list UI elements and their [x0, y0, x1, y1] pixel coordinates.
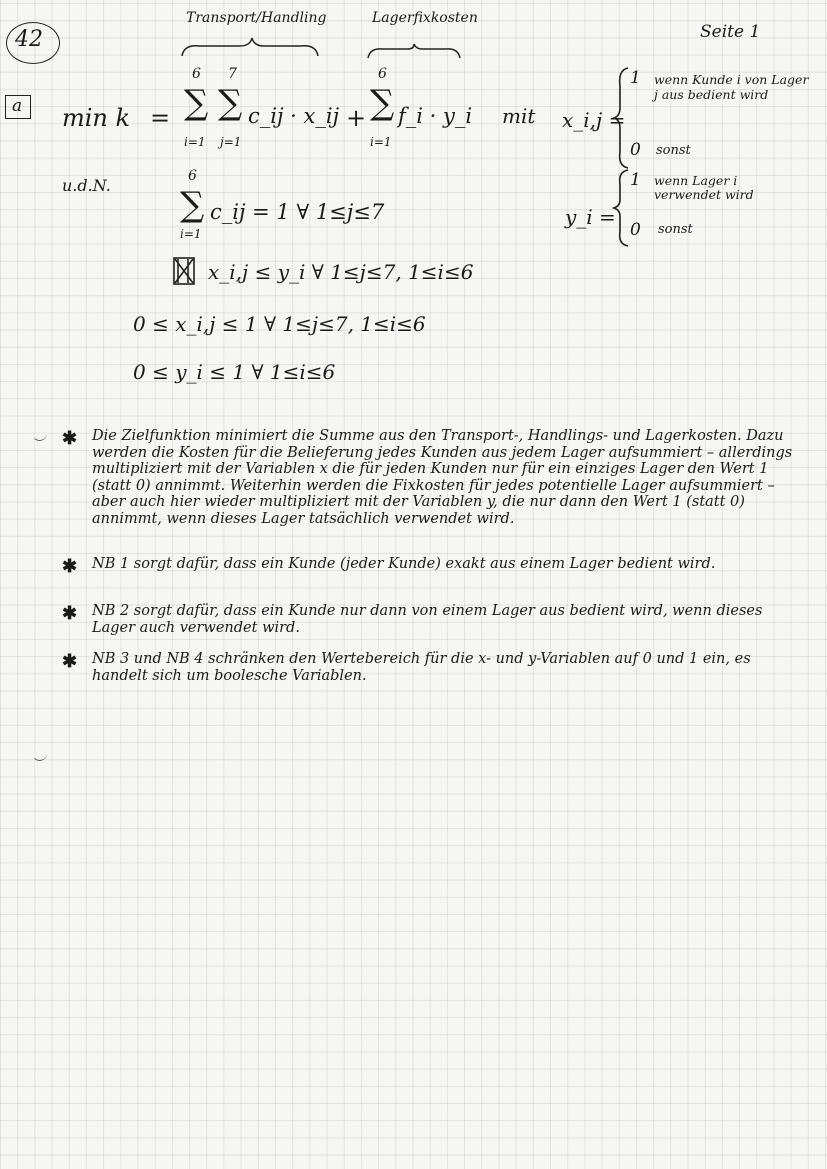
x-def-var: x_i,j =: [562, 108, 626, 132]
y-def-var: y_i =: [565, 205, 616, 229]
overbrace-transport: [180, 38, 320, 60]
y-def-case2-value: 0: [630, 220, 641, 240]
exercise-number: 42: [15, 27, 43, 52]
sum2-symbol: ∑: [218, 83, 243, 123]
bullet-2: ✱: [62, 556, 78, 577]
overbrace-lagerfix: [366, 44, 462, 62]
objective-lhs: min k: [62, 104, 131, 132]
bullet-4: ✱: [62, 651, 78, 672]
explanation-1: Die Zielfunktion minimiert die Summe aus den Transport-, Handlings- und Lagerkosten. Dazu werden die Kosten für die Belieferung jedes Kunden aus jedem Lager aufsummiert – allerdings multipliziert mit der Variablen x die für jeden Kunden nur für ein einziges Lager den Wert 1 (statt 0) annimmt. Weiterhin werden die Fixkosten für jedes potentielle Lager aufsummiert – aber auch hier wieder multipliziert mit der Variablen y, die nur dann den Wert 1 (statt 0) annimmt, wenn dieses Lager tatsächlich verwendet wird.: [92, 428, 793, 527]
sum3-upper: 6: [378, 66, 387, 82]
tick-mark-2: [32, 752, 47, 761]
c1-sum-symbol: ∑: [180, 185, 205, 225]
objective-mit: mit: [502, 104, 536, 128]
part-a-label: [5, 95, 31, 119]
x-def-case2-value: 0: [630, 140, 641, 160]
objective-term2: f_i · y_i: [398, 104, 473, 128]
explanation-4: NB 3 und NB 4 schränken den Wertebereich für die x- und y-Variablen auf 0 und 1 ein, es handelt sich um boolesche Variablen.: [92, 651, 751, 684]
objective-term1: c_ij · x_ij: [248, 104, 340, 128]
c1-sum-upper: 6: [188, 168, 197, 184]
page-label: Seite 1: [700, 22, 761, 42]
sum1-upper: 6: [192, 66, 201, 82]
part-a-letter: a: [12, 96, 23, 116]
brace-label-lagerfix: Lagerfixkosten: [372, 10, 478, 26]
x-def-brace: [612, 66, 632, 170]
c3-body: 0 ≤ x_i,j ≤ 1 ∀ 1≤j≤7, 1≤i≤6: [133, 312, 426, 336]
sum2-upper: 7: [228, 66, 237, 82]
brace-label-transport: Transport/Handling: [186, 10, 327, 26]
y-def-brace: [612, 168, 632, 248]
c4-body: 0 ≤ y_i ≤ 1 ∀ 1≤i≤6: [133, 360, 336, 384]
bullet-3: ✱: [62, 603, 78, 624]
c1-body: c_ij = 1 ∀ 1≤j≤7: [210, 200, 385, 224]
sum1-symbol: ∑: [184, 83, 209, 123]
c2-body: x_i,j ≤ y_i ∀ 1≤j≤7, 1≤i≤6: [208, 260, 474, 284]
x-def-case1-text: wenn Kunde i von Lager j aus bedient wird: [654, 72, 809, 102]
sum1-lower: i=1: [184, 135, 206, 149]
y-def-case2-text: sonst: [658, 222, 693, 237]
tick-mark-1: [32, 432, 47, 441]
objective-eq: =: [150, 104, 171, 132]
y-def-case1-text: wenn Lager i verwendet wird: [654, 173, 754, 202]
sum3-lower: i=1: [370, 135, 392, 149]
bullet-1: ✱: [62, 428, 78, 449]
crossed-out-mark: [172, 256, 198, 286]
explanation-2: NB 1 sorgt dafür, dass ein Kunde (jeder Kunde) exakt aus einem Lager bedient wird.: [92, 556, 716, 572]
y-def-case1-value: 1: [630, 170, 641, 190]
x-def-case2-text: sonst: [656, 143, 691, 158]
objective-plus: +: [346, 104, 367, 132]
udn-label: u.d.N.: [62, 176, 111, 195]
c1-sum-lower: i=1: [180, 227, 202, 241]
explanation-3: NB 2 sorgt dafür, dass ein Kunde nur dann von einem Lager aus bedient wird, wenn dieses Lager auch verwendet wird.: [92, 603, 763, 636]
sum2-lower: j=1: [220, 135, 242, 149]
sum3-symbol: ∑: [370, 83, 395, 123]
x-def-case1-value: 1: [630, 68, 641, 88]
